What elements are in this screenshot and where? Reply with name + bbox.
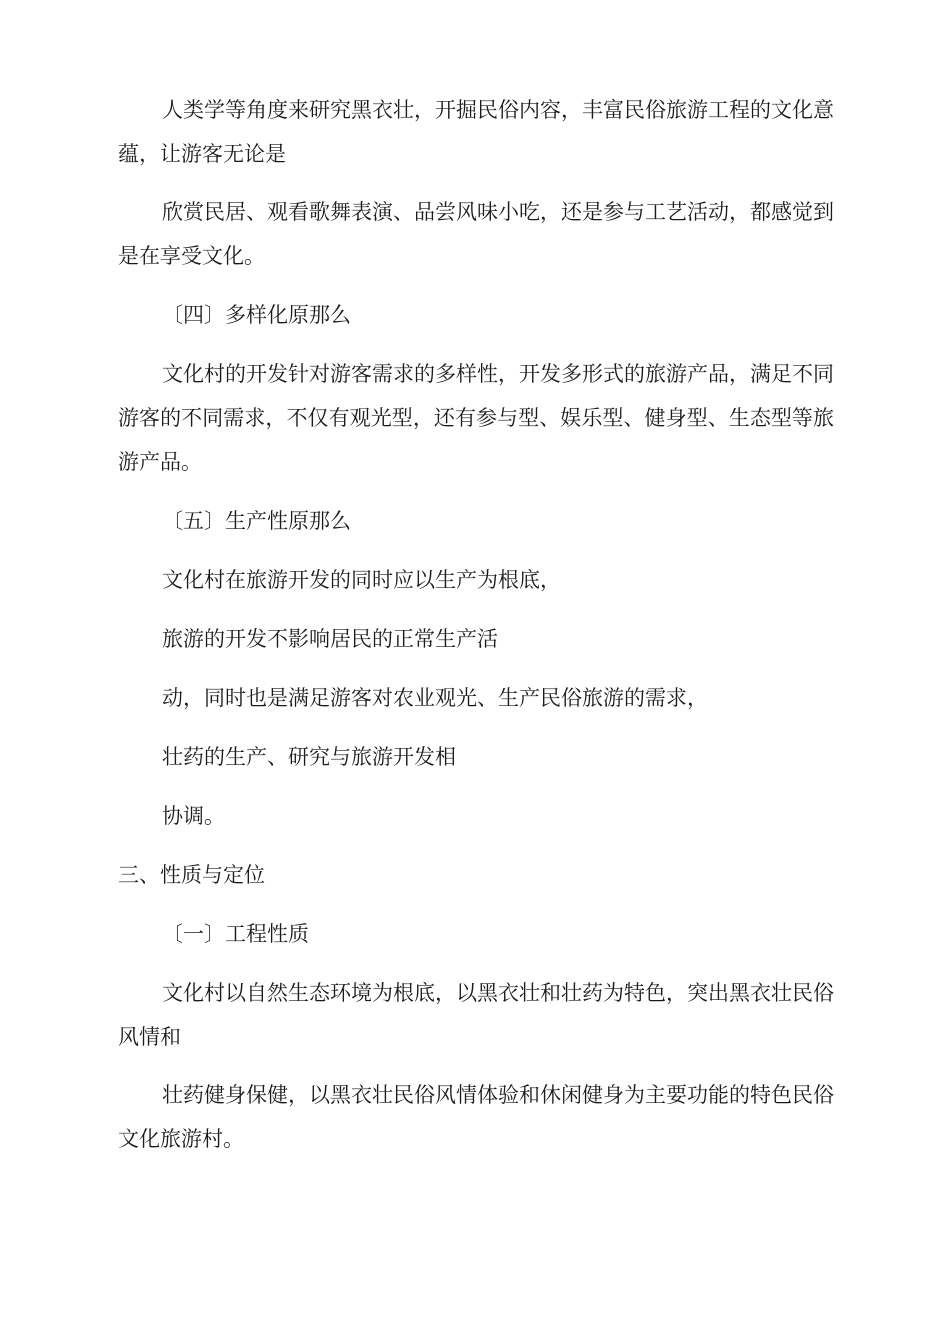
heading-production-principle: 〔五〕生产性原那么 [162,509,351,533]
heading-project-nature: 〔一〕工程性质 [162,922,309,946]
document-body [118,88,834,1161]
paragraph-project-nature-1: 文化村以自然生态环境为根底，以黑衣壮和壮药为特色，突出黑衣壮民俗风情和 [118,981,834,1049]
paragraph-production-4: 壮药的生产、研究与旅游开发相 [162,745,456,769]
paragraph-production-1: 文化村在旅游开发的同时应以生产为根底， [162,568,561,592]
heading-diversity-principle: 〔四〕多样化原那么 [162,303,351,327]
section-heading-nature-positioning: 三、性质与定位 [118,863,265,887]
paragraph-diversity: 文化村的开发针对游客需求的多样性，开发多形式的旅游产品，满足不同游客的不同需求，不仅有观光型，还有参与型、娱乐型、健身型、生态型等旅游产品。 [118,362,834,474]
paragraph-production-3: 动，同时也是满足游客对农业观光、生产民俗旅游的需求， [162,686,708,710]
paragraph-project-nature-2: 壮药健身保健，以黑衣壮民俗风情体验和休闲健身为主要功能的特色民俗文化旅游村。 [118,1083,834,1151]
paragraph-culture-enjoyment: 欣赏民居、观看歌舞表演、品尝风味小吃，还是参与工艺活动，都感觉到是在享受文化。 [118,200,834,268]
paragraph-production-5: 协调。 [162,804,225,828]
paragraph-culture-study: 人类学等角度来研究黑衣壮，开掘民俗内容，丰富民俗旅游工程的文化意蕴，让游客无论是 [118,98,834,166]
paragraph-production-2: 旅游的开发不影响居民的正常生产活 [162,627,498,651]
